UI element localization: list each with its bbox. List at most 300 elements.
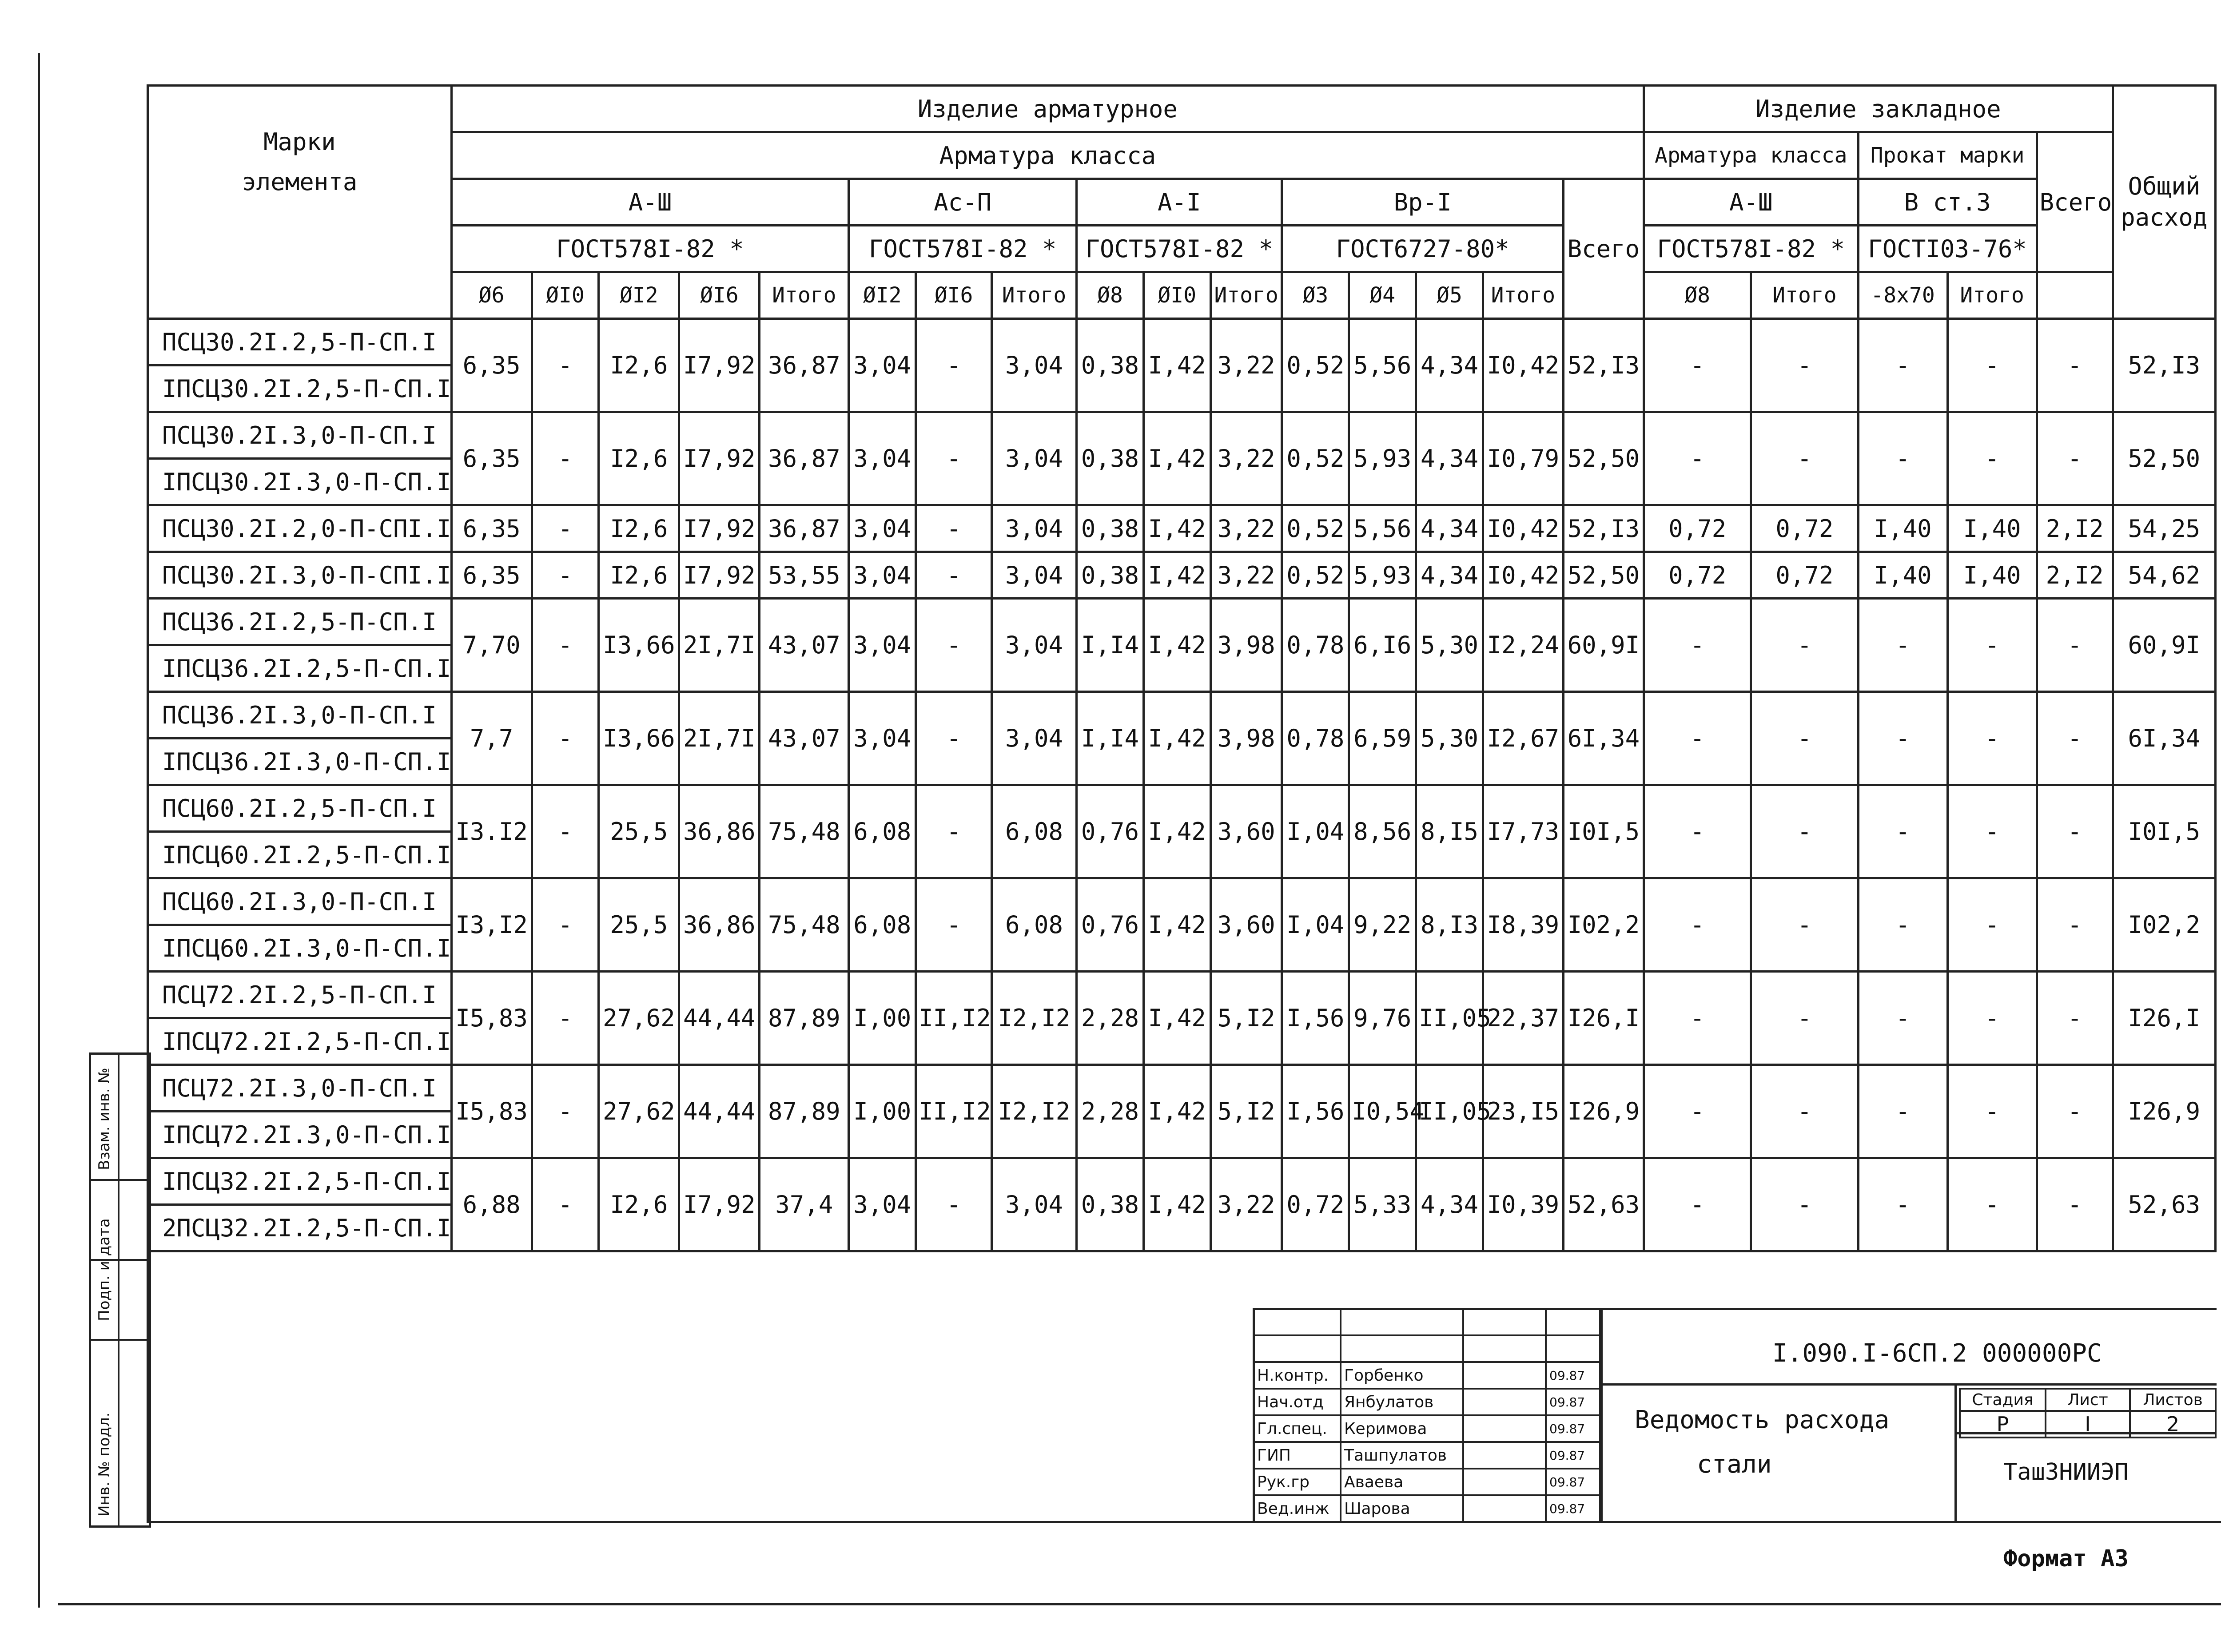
value-cell: - [2037,319,2113,412]
value-cell: I5,83 [451,972,532,1065]
value-cell: - [532,319,599,412]
value-cell: 87,89 [760,1065,849,1158]
signature-row [1254,1389,1602,1415]
value-cell: - [532,785,599,878]
value-cell: I0I,5 [2113,785,2215,878]
signature-row [1254,1469,1602,1495]
table-row [148,1158,2216,1205]
marks-label-2: элемента [242,168,358,196]
value-cell: 6,59 [1349,692,1416,785]
value-cell: 3,04 [849,505,916,552]
column-header: Ø4 [1349,272,1416,319]
column-header: Ø6 [451,272,532,319]
stage-label: Стадия [1960,1389,2046,1411]
side-label-inv: Инв. № подл. [96,1412,113,1517]
value-cell: I26,9 [2113,1065,2215,1158]
value-cell: 3,04 [992,505,1077,552]
value-cell: I7,92 [679,319,760,412]
column-header: ØI0 [1143,272,1210,319]
value-cell: 52,50 [1563,552,1644,599]
value-cell: 22,37 [1483,972,1563,1065]
column-header: ØI6 [916,272,992,319]
sheets-value: 2 [2130,1411,2216,1438]
marks-header [148,86,452,319]
value-cell: 0,52 [1282,505,1349,552]
sheets-label: Листов [2130,1389,2216,1411]
gost-vr1: ГОСТ6727-80* [1282,226,1563,272]
value-cell: I26,I [1563,972,1644,1065]
value-cell: I,40 [1947,552,2037,599]
value-cell: I,56 [1282,972,1349,1065]
value-cell: 2,28 [1077,1065,1144,1158]
value-cell: 3,22 [1210,412,1282,505]
value-cell: - [1751,878,1858,972]
value-cell: I,42 [1143,552,1210,599]
value-cell: - [916,505,992,552]
value-cell: - [2037,972,2113,1065]
value-cell: - [916,1158,992,1251]
value-cell: 8,I5 [1416,785,1483,878]
value-cell: I2,I2 [992,1065,1077,1158]
value-cell: 2,28 [1077,972,1144,1065]
stage-sheet-box [1959,1388,2217,1438]
people-table [1253,1361,1603,1523]
element-mark: ПСЦ30.2I.3,0-П-СПI.I [148,552,452,599]
signature-row [1254,1442,1602,1469]
column-header: ØI2 [849,272,916,319]
value-cell: 52,50 [1563,412,1644,505]
organization-name: ТашЗНИИЭП [2003,1459,2129,1485]
frame-bottom [58,1603,2221,1605]
signatures-table [1253,1308,1603,1363]
element-mark: ПСЦ72.2I.2,5-П-СП.I [148,972,452,1018]
value-cell: - [532,599,599,692]
value-cell: I0,79 [1483,412,1563,505]
value-cell: 0,52 [1282,412,1349,505]
value-cell: 44,44 [679,1065,760,1158]
gost-a1: ГОСТ578I-82 * [1077,226,1282,272]
column-header-row [148,272,2216,319]
person-role: Гл.спец. [1254,1415,1341,1442]
value-cell: - [1947,1158,2037,1251]
value-cell: - [2037,599,2113,692]
value-cell: 36,87 [760,319,849,412]
armature-total-header: Всего [1563,179,1644,319]
class-emb-st3-header: В ст.3 [1858,179,2037,226]
person-date: 09.87 [1546,1415,1602,1442]
value-cell: I7,73 [1483,785,1563,878]
value-cell: 8,I3 [1416,878,1483,972]
value-cell: 4,34 [1416,319,1483,412]
value-cell: - [1751,785,1858,878]
sheet-label: Лист [2046,1389,2130,1411]
value-cell: 0,76 [1077,878,1144,972]
table-row [148,552,2216,599]
table-row [148,785,2216,832]
value-cell: - [1947,412,2037,505]
sheet-value: I [2046,1411,2130,1438]
value-cell: I,04 [1282,878,1349,972]
value-cell: - [1947,878,2037,972]
element-mark: IПСЦ30.2I.2,5-П-СП.I [148,365,452,412]
value-cell: 6,35 [451,552,532,599]
value-cell: I,00 [849,1065,916,1158]
value-cell: I,42 [1143,878,1210,972]
value-cell: 2,I2 [2037,505,2113,552]
value-cell: 5,56 [1349,505,1416,552]
value-cell: - [532,412,599,505]
table-row [148,319,2216,365]
gost-as2: ГОСТ578I-82 * [849,226,1077,272]
value-cell: 23,I5 [1483,1065,1563,1158]
value-cell: - [532,1065,599,1158]
value-cell: - [1644,692,1751,785]
marks-label-1: Марки [263,128,336,156]
value-cell: - [1858,1158,1947,1251]
value-cell: 5,30 [1416,599,1483,692]
value-cell: - [1751,599,1858,692]
signature-cell [1463,1495,1546,1522]
value-cell: I,42 [1143,599,1210,692]
value-cell: 87,89 [760,972,849,1065]
value-cell: I,I4 [1077,599,1144,692]
value-cell: 0,38 [1077,552,1144,599]
value-cell: 7,70 [451,599,532,692]
value-cell: 6,35 [451,412,532,505]
element-mark: IПСЦ36.2I.3,0-П-СП.I [148,739,452,785]
value-cell: 43,07 [760,692,849,785]
value-cell: 9,22 [1349,878,1416,972]
element-mark: ПСЦ60.2I.3,0-П-СП.I [148,878,452,925]
value-cell: 4,34 [1416,412,1483,505]
element-mark: ПСЦ72.2I.3,0-П-СП.I [148,1065,452,1112]
value-cell: 6,35 [451,319,532,412]
column-header: Итого [992,272,1077,319]
value-cell: I7,92 [679,552,760,599]
strip-divider [91,1339,149,1341]
signature-row [1254,1495,1602,1522]
person-date: 09.87 [1546,1389,1602,1415]
steel-consumption-table [147,84,2217,1252]
element-mark: ПСЦ30.2I.2,5-П-СП.I [148,319,452,365]
value-cell: 5,33 [1349,1158,1416,1251]
value-cell: I2,24 [1483,599,1563,692]
value-cell: 0,52 [1282,319,1349,412]
element-mark: IПСЦ32.2I.2,5-П-СП.I [148,1158,452,1205]
person-name: Ташпулатов [1341,1442,1463,1469]
person-name: Аваева [1341,1469,1463,1495]
value-cell: 37,4 [760,1158,849,1251]
element-mark: ПСЦ36.2I.3,0-П-СП.I [148,692,452,739]
column-header: Итого [1751,272,1858,319]
value-cell: - [2037,785,2113,878]
value-cell: - [1858,878,1947,972]
value-cell: - [1751,1065,1858,1158]
value-cell: 3,60 [1210,785,1282,878]
value-cell: 3,04 [992,552,1077,599]
person-role: Рук.гр [1254,1469,1341,1495]
product-embedded-header: Изделие закладное [1644,86,2113,132]
value-cell: 3,04 [992,1158,1077,1251]
table-row [148,505,2216,552]
value-cell: 27,62 [599,1065,679,1158]
value-cell: II,I2 [916,1065,992,1158]
value-cell: 0,78 [1282,692,1349,785]
table-row [148,692,2216,739]
frame-left [38,53,40,1608]
column-header: ØI0 [532,272,599,319]
value-cell: I,42 [1143,785,1210,878]
value-cell: I2,6 [599,319,679,412]
element-mark: ПСЦ30.2I.2,0-П-СПI.I [148,505,452,552]
value-cell: I,56 [1282,1065,1349,1158]
value-cell: - [2037,412,2113,505]
element-mark: IПСЦ60.2I.3,0-П-СП.I [148,925,452,972]
table-body [148,319,2216,1251]
value-cell: 6I,34 [2113,692,2215,785]
inner-bottom [147,1521,2221,1523]
person-name: Керимова [1341,1415,1463,1442]
value-cell: 36,87 [760,505,849,552]
value-cell: 3,22 [1210,552,1282,599]
strip-divider [91,1179,149,1181]
value-cell: I,40 [1858,505,1947,552]
value-cell: 52,63 [2113,1158,2215,1251]
value-cell: I,42 [1143,1065,1210,1158]
value-cell: I,42 [1143,1158,1210,1251]
value-cell: - [1751,319,1858,412]
signature-row [1254,1415,1602,1442]
value-cell: - [916,412,992,505]
class-a1-header: А-I [1077,179,1282,226]
signature-cell [1463,1469,1546,1495]
value-cell: I26,I [2113,972,2215,1065]
value-cell: - [1858,972,1947,1065]
value-cell: - [532,972,599,1065]
value-cell: 3,04 [992,599,1077,692]
element-mark: IПСЦ72.2I.2,5-П-СП.I [148,1018,452,1065]
value-cell: I,I4 [1077,692,1144,785]
value-cell: - [1858,412,1947,505]
value-cell: I26,9 [1563,1065,1644,1158]
value-cell: 3,22 [1210,1158,1282,1251]
value-cell: 52,50 [2113,412,2215,505]
value-cell: I3.I2 [451,785,532,878]
value-cell: - [1858,692,1947,785]
person-date: 09.87 [1546,1362,1602,1389]
value-cell: 0,72 [1751,552,1858,599]
value-cell: - [1751,412,1858,505]
person-date: 09.87 [1546,1442,1602,1469]
value-cell: 2,I2 [2037,552,2113,599]
table-row [148,972,2216,1018]
value-cell: - [916,785,992,878]
value-cell: 52,63 [1563,1158,1644,1251]
value-cell: 60,9I [1563,599,1644,692]
value-cell: - [532,552,599,599]
value-cell: 6,88 [451,1158,532,1251]
value-cell: II,I2 [916,972,992,1065]
armature-class-header: Арматура класса [451,132,1644,179]
value-cell: I2,67 [1483,692,1563,785]
value-cell: - [916,878,992,972]
gost-emb-st3: ГОСТI03-76* [1858,226,2037,272]
value-cell: 0,72 [1282,1158,1349,1251]
value-cell: 0,38 [1077,412,1144,505]
format-label: Формат А3 [2003,1545,2129,1572]
signature-row [1254,1362,1602,1389]
value-cell: I0I,5 [1563,785,1644,878]
value-cell: 44,44 [679,972,760,1065]
element-mark: IПСЦ30.2I.3,0-П-СП.I [148,459,452,505]
column-header: -8x70 [1858,272,1947,319]
table-row [148,412,2216,459]
value-cell: 54,25 [2113,505,2215,552]
value-cell: - [1751,1158,1858,1251]
value-cell: I2,6 [599,552,679,599]
column-header: ØI2 [599,272,679,319]
value-cell: 36,86 [679,878,760,972]
value-cell: - [1644,319,1751,412]
product-armature-header: Изделие арматурное [451,86,1644,132]
value-cell: 0,72 [1644,505,1751,552]
value-cell: 6,35 [451,505,532,552]
value-cell: I,42 [1143,412,1210,505]
value-cell: 3,04 [849,1158,916,1251]
value-cell: 3,04 [849,552,916,599]
signature-cell [1463,1415,1546,1442]
value-cell: 0,52 [1282,552,1349,599]
value-cell: 5,30 [1416,692,1483,785]
value-cell: I,42 [1143,505,1210,552]
value-cell: 43,07 [760,599,849,692]
element-mark: 2ПСЦ32.2I.2,5-П-СП.I [148,1205,452,1251]
value-cell: I,40 [1947,505,2037,552]
value-cell: 4,34 [1416,505,1483,552]
stage-value: Р [1960,1411,2046,1438]
value-cell: - [1947,785,2037,878]
person-date: 09.87 [1546,1495,1602,1522]
value-cell: 0,72 [1644,552,1751,599]
value-cell: - [1947,599,2037,692]
value-cell: I2,6 [599,1158,679,1251]
value-cell: 54,62 [2113,552,2215,599]
value-cell: 60,9I [2113,599,2215,692]
value-cell: I,42 [1143,692,1210,785]
value-cell: 3,60 [1210,878,1282,972]
value-cell: - [1947,972,2037,1065]
value-cell: 0,38 [1077,505,1144,552]
value-cell: 3,22 [1210,319,1282,412]
emb-total-header: Всего [2037,132,2113,272]
value-cell: I02,2 [1563,878,1644,972]
class-a3-header: А-Ш [451,179,849,226]
emb-armature-class-header: Арматура класса [1644,132,1858,179]
table-row [148,878,2216,925]
element-mark: IПСЦ72.2I.3,0-П-СП.I [148,1112,452,1158]
column-header: Ø3 [1282,272,1349,319]
emb-prokat-header: Прокат марки [1858,132,2037,179]
element-mark: IПСЦ60.2I.2,5-П-СП.I [148,832,452,878]
person-role: Вед.инж [1254,1495,1341,1522]
element-mark: IПСЦ36.2I.2,5-П-СП.I [148,645,452,692]
value-cell: - [916,552,992,599]
value-cell: 3,04 [992,412,1077,505]
value-cell: 5,93 [1349,552,1416,599]
signature-cell [1463,1362,1546,1389]
value-cell: 2I,7I [679,599,760,692]
value-cell: 3,98 [1210,692,1282,785]
value-cell: - [2037,1065,2113,1158]
value-cell: I3,66 [599,599,679,692]
value-cell: 0,38 [1077,319,1144,412]
value-cell: 52,I3 [1563,505,1644,552]
value-cell: I3,66 [599,692,679,785]
value-cell: 75,48 [760,785,849,878]
document-title-2: стали [1697,1450,1772,1479]
stamp-v2 [1954,1383,1957,1521]
value-cell: 3,04 [849,412,916,505]
value-cell: 52,I3 [1563,319,1644,412]
value-cell: - [532,1158,599,1251]
stamp-h1 [1599,1383,2217,1386]
value-cell: - [1644,1158,1751,1251]
title-block [1253,1308,2217,1521]
value-cell: - [1947,319,2037,412]
column-header: ØI6 [679,272,760,319]
value-cell: 36,87 [760,412,849,505]
value-cell: I0,42 [1483,505,1563,552]
value-cell: - [1644,412,1751,505]
value-cell: 6,08 [992,785,1077,878]
value-cell: I8,39 [1483,878,1563,972]
value-cell: - [1858,599,1947,692]
class-emb-a3-header: А-Ш [1644,179,1858,226]
value-cell: 3,98 [1210,599,1282,692]
value-cell: 2I,7I [679,692,760,785]
value-cell: - [532,692,599,785]
value-cell: 3,04 [992,692,1077,785]
value-cell: 8,56 [1349,785,1416,878]
element-mark: ПСЦ30.2I.3,0-П-СП.I [148,412,452,459]
value-cell: 53,55 [760,552,849,599]
value-cell: - [1644,599,1751,692]
value-cell: I0,42 [1483,319,1563,412]
value-cell: 5,93 [1349,412,1416,505]
value-cell: 36,86 [679,785,760,878]
value-cell: 3,22 [1210,505,1282,552]
column-header: Итого [1947,272,2037,319]
column-header: Итого [760,272,849,319]
value-cell: 25,5 [599,878,679,972]
value-cell: 27,62 [599,972,679,1065]
value-cell: II,05 [1416,1065,1483,1158]
value-cell: 6,08 [992,878,1077,972]
value-cell: 4,34 [1416,552,1483,599]
person-role: ГИП [1254,1442,1341,1469]
value-cell: 9,76 [1349,972,1416,1065]
gost-a3: ГОСТ578I-82 * [451,226,849,272]
value-cell: 52,I3 [2113,319,2215,412]
value-cell: I2,6 [599,412,679,505]
value-cell: 0,78 [1282,599,1349,692]
value-cell: 3,04 [849,692,916,785]
value-cell: 5,56 [1349,319,1416,412]
total-consumption-header: Общий расход [2113,86,2215,319]
value-cell: I3,I2 [451,878,532,972]
value-cell: - [1751,972,1858,1065]
class-vr1-header: Вр-I [1282,179,1563,226]
